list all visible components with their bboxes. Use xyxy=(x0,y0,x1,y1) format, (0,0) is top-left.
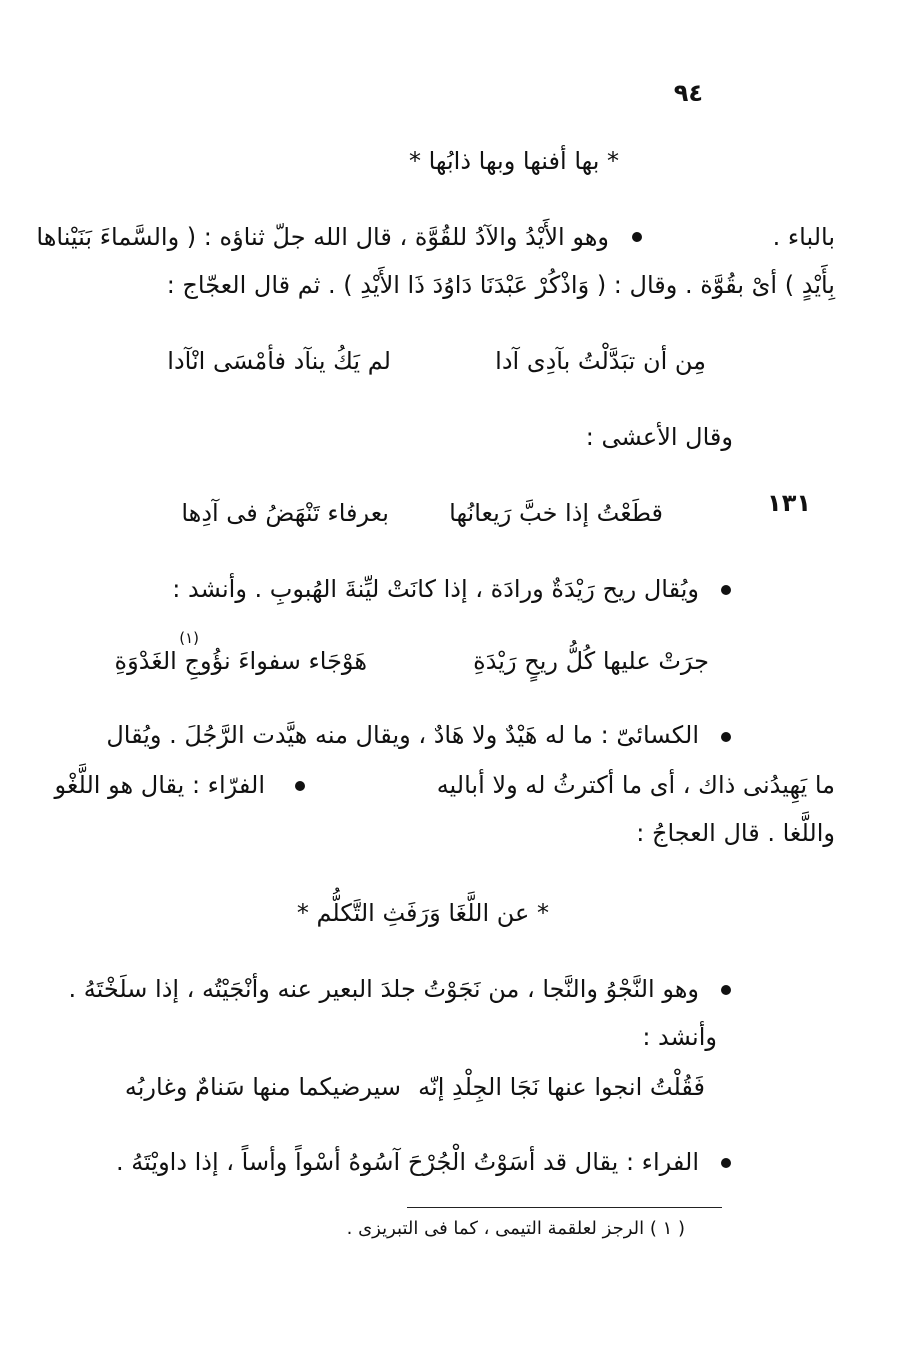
verse1-right-hemistich: مِن أن تبَدَّلْتُ بآدِى آدا xyxy=(495,347,706,375)
header-verse-2: * عن اللَّغَا وَرَفَثِ التَّكلُّم * xyxy=(296,899,549,927)
para5: الفراء : يقال قد أسَوْتُ الْجُرْحَ آسُوهُ أسْواً وأساً ، إذا داويْتَهُ . xyxy=(116,1148,699,1176)
para1-line2: بِأَيْدٍ ) أىْ بقُوَّة . وقال : ( وَاذْكُرْ عَبْدَنَا دَاوُدَ ذَا الأَيْدِ ) . ثم قال العجّاج : xyxy=(166,271,835,299)
verse3-left-hemistich: هَوْجَاء سفواءَ نؤُوجِ الغَدْوَةِ xyxy=(114,647,367,675)
para2: ويُقال ريح رَيْدَةٌ ورادَة ، إذا كانَتْ ليِّنةَ الهُبوبِ . وأنشد : xyxy=(172,575,699,603)
para3-line2-right: ما يَهِيدُنى ذاك ، أى ما أكترثُ له ولا أباليه xyxy=(436,771,835,799)
para3-line3: واللَّغا . قال العجاجُ : xyxy=(636,819,835,847)
footnote: ( ١ ) الرجز لعلقمة التيمى ، كما فى التبريزى . xyxy=(346,1218,685,1239)
para4-line2: وأنشد : xyxy=(642,1023,717,1051)
para4-line1: وهو النَّجْوُ والنَّجا ، من نَجَوْتُ جلدَ البعير عنه وأنْجَيْتُه ، إذا سلَخْتَهُ . xyxy=(68,975,699,1003)
verse4-left-hemistich: سيرضيكما منها سَنامٌ وغاربُه xyxy=(124,1073,401,1101)
para1-line1-right: بالباء . xyxy=(772,223,835,251)
bullet-dot xyxy=(721,585,731,595)
bullet-dot xyxy=(721,1158,731,1168)
footnote-reference: (١) xyxy=(179,629,199,647)
verse3-right-hemistich: جرَتْ عليها كُلُّ ريحٍ رَيْدَةِ xyxy=(473,647,709,675)
bullet-dot xyxy=(721,732,731,742)
header-verse-1: * بها أفنها وبها ذابُها * xyxy=(408,147,619,175)
bullet-dot xyxy=(295,781,305,791)
para1-line1-left: وهو الأَيْدُ والآدُ للقُوَّة ، قال الله جلّ ثناؤه : ( والسَّماءَ بَنَيْناها xyxy=(36,223,609,251)
bullet-dot xyxy=(721,985,731,995)
margin-number: ١٣١ xyxy=(767,489,811,517)
para3-line1: الكسائىّ : ما له هَيْدٌ ولا هَادٌ ، ويقال منه هيَّدت الرَّجُلَ . ويُقال xyxy=(106,721,699,749)
footnote-separator xyxy=(407,1207,722,1208)
asha-line: وقال الأعشى : xyxy=(585,423,733,451)
verse4-right-hemistich: فَقُلْتُ انجوا عنها نَجَا الجِلْدِ إنّه xyxy=(418,1073,705,1101)
page-number: ٩٤ xyxy=(673,79,703,107)
verse2-left-hemistich: بعرفاء تَنْهَضُ فى آدِها xyxy=(181,499,389,527)
bullet-dot xyxy=(632,232,642,242)
para3-line2-left: الفرّاء : يقال هو اللَّغْو xyxy=(54,771,265,799)
verse1-left-hemistich: لم يَكُ ينآد فأمْسَى انْآدا xyxy=(167,347,391,375)
verse2-right-hemistich: قطَعْتُ إذا خبَّ رَيعانُها xyxy=(449,499,663,527)
